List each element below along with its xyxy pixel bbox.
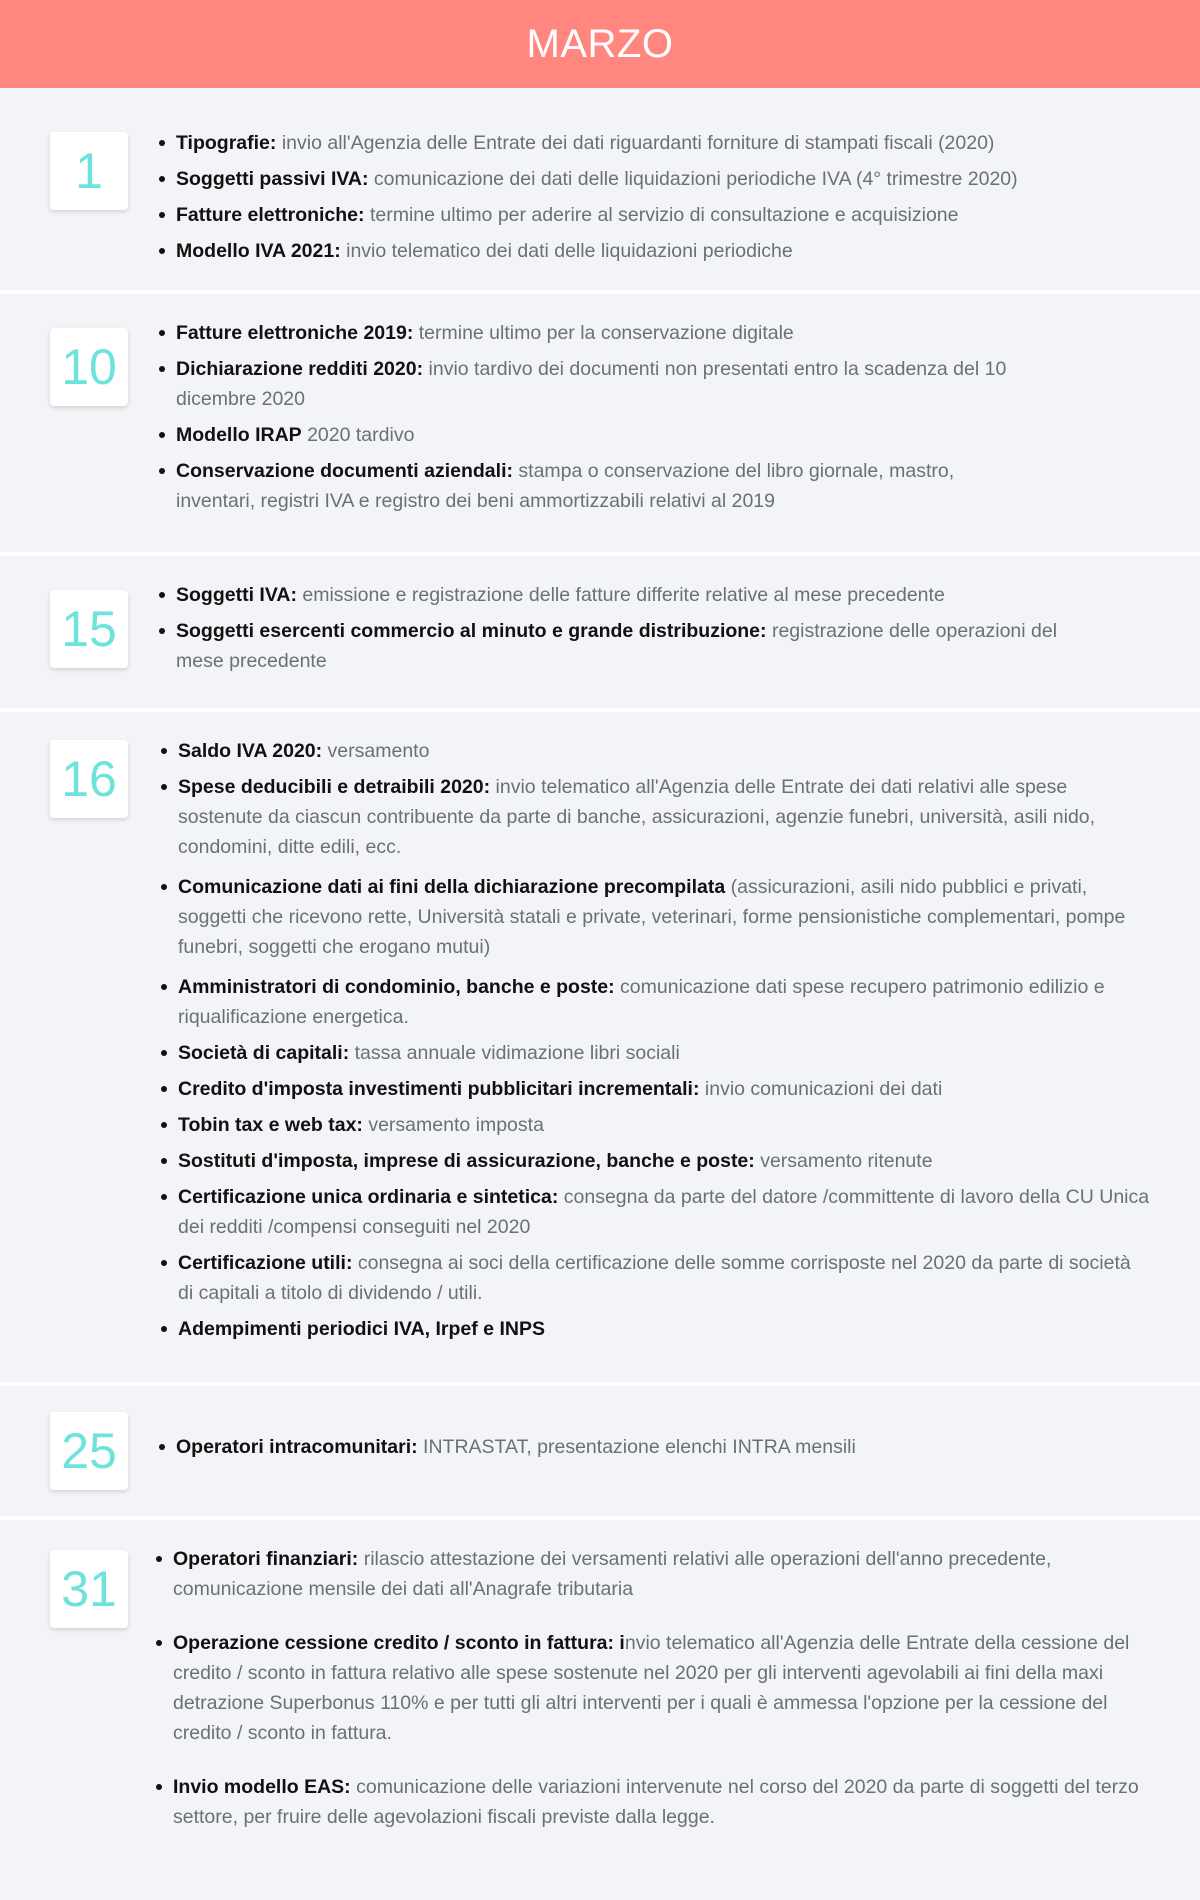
deadline-list [158, 580, 1108, 676]
deadline-list [160, 736, 1150, 1344]
deadline-item [160, 1110, 1150, 1140]
day-number: 15 [61, 601, 117, 657]
deadline-text: consegna ai soci della certificazione delle somme corrisposte nel 2020 da parte di società di capitali a titolo di dividendo / utili. [178, 1252, 1131, 1304]
deadline-item [158, 616, 1108, 676]
deadline-item [160, 1038, 1150, 1068]
deadline-text: emissione e registrazione delle fatture differite relative al mese precedente [296, 584, 945, 606]
day-badge [50, 132, 128, 210]
day-badge [50, 328, 128, 406]
deadline-item [160, 872, 1150, 962]
deadline-label: Soggetti passivi IVA: [176, 168, 369, 190]
deadline-label: Società di capitali: [178, 1042, 350, 1064]
deadline-text: 2020 tardivo [301, 424, 415, 446]
deadline-text: invio telematico all'Agenzia delle Entrate dei dati relativi alle spese sostenute da ciascun contribuente da parte di banche, assicurazioni, agenzie funebri, università, asili nido, condomini, ditte edili, ecc. [178, 776, 1096, 858]
deadline-item [158, 200, 1148, 230]
deadline-text: INTRASTAT, presentazione elenchi INTRA mensili [417, 1436, 856, 1458]
deadline-label: Tobin tax e web tax: [178, 1114, 363, 1136]
deadline-text: versamento imposta [362, 1114, 544, 1136]
deadline-item [160, 1146, 1150, 1176]
deadline-list [155, 1544, 1145, 1832]
deadline-item [160, 972, 1150, 1032]
deadline-text: invio comunicazioni dei dati [699, 1078, 943, 1100]
deadline-item [158, 164, 1148, 194]
day-number: 16 [61, 751, 117, 807]
deadline-item [160, 1074, 1150, 1104]
deadline-label: Soggetti IVA: [176, 584, 297, 606]
deadline-item [160, 1248, 1150, 1308]
deadline-label: Credito d'imposta investimenti pubblicitari incrementali: [178, 1078, 700, 1100]
day-badge [50, 1550, 128, 1628]
deadline-text: registrazione delle operazioni del mese precedente [176, 620, 1058, 672]
day-badge [50, 1412, 128, 1490]
deadline-text: consegna da parte del datore /committente di lavoro della CU Unica dei redditi /compensi conseguiti nel 2020 [178, 1186, 1150, 1238]
deadline-text: comunicazione dati spese recupero patrimonio edilizio e riqualificazione energetica. [178, 976, 1105, 1028]
deadline-text: tassa annuale vidimazione libri sociali [349, 1042, 680, 1064]
deadline-text: invio all'Agenzia delle Entrate dei dati riguardanti forniture di stampati fiscali (2020) [276, 132, 995, 154]
deadline-list [158, 1432, 1148, 1462]
deadline-label: Saldo IVA 2020: [178, 740, 323, 762]
deadline-text: termine ultimo per la conservazione digitale [413, 322, 794, 344]
deadline-text: stampa o conservazione del libro giornale, mastro, inventari, registri IVA e registro dei beni ammortizzabili relativi al 2019 [176, 460, 955, 512]
deadline-label: Invio modello EAS: [173, 1776, 351, 1798]
deadline-item [160, 736, 1150, 766]
deadline-label: Operatori intracomunitari: [176, 1436, 418, 1458]
deadline-item [160, 772, 1150, 862]
deadline-text: comunicazione delle variazioni intervenute nel corso del 2020 da parte di soggetti del terzo settore, per fruire delle agevolazioni fiscali previste dalla legge. [173, 1776, 1139, 1828]
deadline-label: Certificazione utili: [178, 1252, 353, 1274]
deadline-item [160, 1182, 1150, 1242]
deadline-text: termine ultimo per aderire al servizio di consultazione e acquisizione [364, 204, 959, 226]
deadline-label: Fatture elettroniche: [176, 204, 365, 226]
deadline-text: invio telematico dei dati delle liquidazioni periodiche [340, 240, 793, 262]
deadline-text: invio tardivo dei documenti non presentati entro la scadenza del 10 dicembre 2020 [176, 358, 1007, 410]
deadline-label: Soggetti esercenti commercio al minuto e grande distribuzione: [176, 620, 767, 642]
deadline-label: Fatture elettroniche 2019: [176, 322, 414, 344]
month-header [0, 0, 1200, 88]
deadline-item [155, 1772, 1145, 1832]
deadline-label: Spese deducibili e detraibili 2020: [178, 776, 491, 798]
deadline-text: comunicazione dei dati delle liquidazioni periodiche IVA (4° trimestre 2020) [368, 168, 1018, 190]
deadline-label: Certificazione unica ordinaria e sintetica: [178, 1186, 559, 1208]
deadline-item [155, 1544, 1145, 1604]
deadline-list [158, 318, 1008, 516]
deadline-label: Adempimenti periodici IVA, Irpef e INPS [178, 1318, 545, 1340]
deadline-item [158, 128, 1148, 158]
deadline-label: Conservazione documenti aziendali: [176, 460, 513, 482]
deadline-item [158, 354, 1008, 414]
deadline-label: Dichiarazione redditi 2020: [176, 358, 424, 380]
month-title: MARZO [526, 21, 674, 66]
day-section-31 [0, 1520, 1200, 1892]
day-number: 10 [61, 339, 117, 395]
day-section-16 [0, 712, 1200, 1386]
deadline-item [158, 580, 1108, 610]
deadline-text: rilascio attestazione dei versamenti relativi alle operazioni dell'anno precedente, comunicazione mensile dei dati all'Anagrafe tributaria [173, 1548, 1052, 1600]
deadline-label: Tipografie: [176, 132, 277, 154]
deadline-item [160, 1314, 1150, 1344]
deadline-label: Modello IVA 2021: [176, 240, 341, 262]
day-section-10 [0, 294, 1200, 556]
deadline-label: Operazione cessione credito / sconto in fattura: i [173, 1632, 625, 1654]
deadline-text: (assicurazioni, asili nido pubblici e privati, soggetti che ricevono rette, Università statali e private, veterinari, forme pensionistiche complementari, pompe funebri, soggetti che erogano mutui) [178, 876, 1126, 958]
deadline-item [158, 420, 1008, 450]
deadline-item [158, 456, 1008, 516]
deadline-label: Comunicazione dati ai fini della dichiarazione precompilata [178, 876, 726, 898]
deadline-label: Sostituti d'imposta, imprese di assicurazione, banche e poste: [178, 1150, 755, 1172]
deadline-item [158, 236, 1148, 266]
deadline-label: Operatori finanziari: [173, 1548, 359, 1570]
deadline-text: versamento ritenute [754, 1150, 933, 1172]
deadline-text: nvio telematico all'Agenzia delle Entrate della cessione del credito / sconto in fattura relativo alle spese sostenute nel 2020 per gli interventi agevolabili ai fini della maxi detrazione Superbonus 110% e per tutti gli altri interventi per i quali è ammessa l'opzione per la cessione del credito / sconto in fattura. [173, 1632, 1130, 1744]
day-badge [50, 740, 128, 818]
day-badge [50, 590, 128, 668]
day-number: 1 [75, 143, 103, 199]
deadline-item [158, 318, 1008, 348]
deadline-label: Modello IRAP [176, 424, 302, 446]
deadline-list [158, 128, 1148, 266]
deadline-text: versamento [322, 740, 430, 762]
day-section-1 [0, 88, 1200, 294]
day-number: 25 [61, 1423, 117, 1479]
day-section-25 [0, 1386, 1200, 1520]
deadline-item [155, 1628, 1145, 1748]
day-section-15 [0, 556, 1200, 712]
deadline-item [158, 1432, 1148, 1462]
deadline-label: Amministratori di condominio, banche e poste: [178, 976, 615, 998]
day-number: 31 [61, 1561, 117, 1617]
